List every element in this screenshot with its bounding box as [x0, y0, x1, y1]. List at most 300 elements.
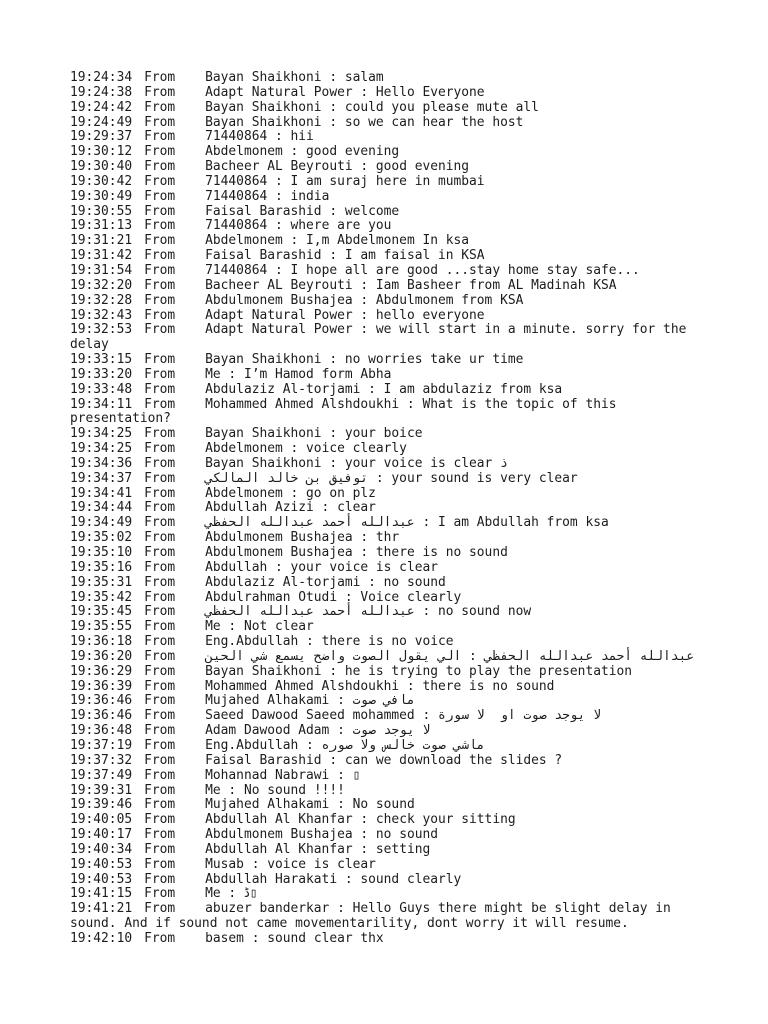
message-body: check your sitting	[375, 812, 516, 828]
sender-name: Faisal Barashid	[205, 203, 322, 219]
from-label: From	[144, 248, 176, 264]
message-body: لا يوجد صوت	[352, 723, 431, 739]
colon-separator: :	[282, 233, 307, 249]
sender-name: 71440864	[205, 173, 268, 189]
colon-separator: :	[243, 856, 268, 872]
sender-name: Eng.Abdullah	[205, 634, 299, 650]
sender-name: Abdulaziz Al-torjami	[205, 574, 361, 590]
message-body: voice clearly	[306, 441, 407, 457]
timestamp: 19:32:20	[70, 277, 133, 293]
timestamp: 19:41:21	[70, 901, 133, 917]
from-label: From	[144, 737, 176, 753]
colon-separator: :	[321, 752, 345, 768]
timestamp: 19:36:18	[70, 634, 133, 650]
timestamp: 19:37:19	[70, 737, 133, 753]
from-label: From	[144, 767, 176, 783]
timestamp: 19:39:31	[70, 782, 133, 798]
from-label: From	[144, 797, 176, 813]
colon-separator: :	[461, 648, 485, 664]
sender-name: Mohammed Ahmed Alshdoukhi	[205, 678, 400, 694]
timestamp: 19:30:55	[70, 203, 133, 219]
sender-name: عبدالله أحمد عبدالله الحفظي	[205, 515, 415, 531]
timestamp: 19:35:45	[70, 604, 133, 620]
chat-line	[70, 635, 701, 650]
timestamp: 19:39:46	[70, 797, 133, 813]
message-body: What is the topic of this presentation?	[70, 396, 625, 427]
from-label: From	[144, 871, 176, 887]
sender-name: basem	[205, 930, 244, 946]
sender-name: 71440864	[205, 188, 268, 204]
sender-name: Abdullah Al Khanfar	[205, 812, 353, 828]
sender-name: Bayan Shaikhoni	[205, 99, 322, 115]
sender-name: Abdulmonem Bushajea	[205, 530, 353, 546]
chat-line	[70, 190, 701, 205]
message-body: your sound is very clear	[391, 470, 578, 486]
message-body: no sound	[375, 827, 438, 843]
sender-name: Adapt Natural Power	[205, 322, 353, 338]
timestamp: 19:35:16	[70, 559, 133, 575]
message-body: Voice clearly	[360, 589, 462, 605]
sender-name: Abdulmonem Bushajea	[205, 292, 353, 308]
colon-separator: :	[282, 485, 307, 501]
chat-line	[70, 86, 701, 101]
colon-separator: :	[329, 767, 353, 783]
chat-line	[70, 531, 701, 546]
colon-separator: :	[352, 307, 376, 323]
message-body: Hello Everyone	[375, 84, 485, 100]
chat-line	[70, 323, 701, 353]
timestamp: 19:32:28	[70, 292, 133, 308]
from-label: From	[144, 515, 176, 531]
message-body: ڈ▯	[243, 886, 258, 902]
chat-line	[70, 650, 701, 665]
colon-separator: :	[352, 841, 376, 857]
from-label: From	[144, 396, 176, 412]
timestamp: 19:31:21	[70, 233, 133, 249]
timestamp: 19:34:11	[70, 396, 133, 412]
message-body: india	[290, 188, 330, 204]
chat-line	[70, 873, 701, 888]
from-label: From	[144, 277, 176, 293]
sender-name: Adapt Natural Power	[205, 84, 353, 100]
colon-separator: :	[321, 248, 345, 264]
colon-separator: :	[368, 470, 392, 486]
timestamp: 19:34:41	[70, 485, 133, 501]
colon-separator: :	[267, 188, 291, 204]
message-body: your voice is clear	[290, 559, 438, 575]
chat-line	[70, 813, 701, 828]
colon-separator: :	[352, 84, 376, 100]
sender-name: Abdelmonem	[205, 441, 283, 457]
timestamp: 19:24:38	[70, 84, 133, 100]
chat-line	[70, 887, 701, 902]
chat-line	[70, 353, 701, 368]
chat-line	[70, 472, 701, 487]
from-label: From	[144, 218, 176, 234]
colon-separator: :	[414, 604, 438, 620]
from-label: From	[144, 663, 176, 679]
colon-separator: :	[360, 574, 384, 590]
colon-separator: :	[360, 381, 384, 397]
sender-name: Abdulaziz Al-torjami	[205, 381, 361, 397]
from-label: From	[144, 129, 176, 145]
colon-separator: :	[220, 619, 244, 635]
colon-separator: :	[220, 886, 244, 902]
message-body: clear	[337, 500, 376, 516]
message-body: Hello Guys there might be slight delay in sound. And if sound not came movementarility, dont worry it will resume.	[70, 901, 679, 932]
timestamp: 19:34:37	[70, 470, 133, 486]
from-label: From	[144, 604, 176, 620]
sender-name: Adam Dawood Adam	[205, 723, 330, 739]
message-body: where are you	[290, 218, 392, 234]
sender-name: 71440864	[205, 262, 268, 278]
message-body: voice is clear	[267, 856, 376, 872]
chat-line	[70, 546, 701, 561]
timestamp: 19:35:42	[70, 589, 133, 605]
chat-line	[70, 294, 701, 309]
sender-name: Abdulmonem Bushajea	[205, 827, 353, 843]
from-label: From	[144, 470, 176, 486]
sender-name: Abdulmonem Bushajea	[205, 545, 353, 560]
chat-line	[70, 828, 701, 843]
timestamp: 19:36:46	[70, 693, 133, 709]
chat-line	[70, 234, 701, 249]
message-body: No sound !!!!	[243, 782, 345, 798]
from-label: From	[144, 114, 176, 130]
from-label: From	[144, 856, 176, 872]
from-label: From	[144, 173, 176, 189]
sender-name: abuzer banderkar	[205, 901, 330, 917]
colon-separator: :	[352, 292, 376, 308]
chat-line	[70, 427, 701, 442]
message-body: I am suraj here in mumbai	[290, 173, 485, 189]
timestamp: 19:37:32	[70, 752, 133, 768]
message-body: your voice is clear ذ	[344, 455, 508, 471]
message-body: can we download the slides ?	[344, 752, 563, 768]
sender-name: Me	[205, 782, 221, 798]
chat-line	[70, 784, 701, 799]
colon-separator: :	[329, 901, 353, 917]
timestamp: 19:40:53	[70, 856, 133, 872]
message-body: no sound now	[437, 604, 532, 620]
sender-name: Abdullah Harakati	[205, 871, 338, 887]
sender-name: Mujahed Alhakami	[205, 797, 330, 813]
colon-separator: :	[321, 426, 345, 442]
timestamp: 19:24:34	[70, 70, 133, 85]
colon-separator: :	[267, 262, 291, 278]
message-body: hii	[290, 129, 314, 145]
timestamp: 19:35:55	[70, 619, 133, 635]
message-body: No sound	[352, 797, 415, 813]
colon-separator: :	[220, 366, 244, 382]
sender-name: Mohammed Ahmed Alshdoukhi	[205, 396, 400, 412]
chat-line	[70, 175, 701, 190]
colon-separator: :	[352, 159, 376, 175]
sender-name: توفيق بن خالد المالكي	[205, 470, 369, 486]
message-body: your boice	[344, 426, 423, 442]
chat-line	[70, 724, 701, 739]
timestamp: 19:40:17	[70, 827, 133, 843]
chat-line	[70, 383, 701, 398]
from-label: From	[144, 812, 176, 828]
message-body: I,m Abdelmonem In ksa	[306, 233, 470, 249]
timestamp: 19:34:49	[70, 515, 133, 531]
from-label: From	[144, 322, 176, 338]
timestamp: 19:36:20	[70, 648, 133, 664]
chat-line	[70, 398, 701, 428]
sender-name: Mujahed Alhakami	[205, 693, 330, 709]
from-label: From	[144, 144, 176, 160]
sender-name: Faisal Barashid	[205, 752, 322, 768]
chat-line	[70, 709, 701, 724]
message-body: I’m Hamod form Abha	[243, 366, 392, 382]
from-label: From	[144, 530, 176, 546]
colon-separator: :	[414, 515, 438, 531]
from-label: From	[144, 188, 176, 204]
from-label: From	[144, 693, 176, 709]
chat-line	[70, 858, 701, 873]
sender-name: Abdelmonem	[205, 233, 283, 249]
colon-separator: :	[321, 70, 345, 85]
sender-name: Musab	[205, 856, 244, 872]
from-label: From	[144, 159, 176, 175]
timestamp: 19:35:02	[70, 530, 133, 546]
timestamp: 19:30:40	[70, 159, 133, 175]
chat-line	[70, 457, 701, 472]
from-label: From	[144, 455, 176, 471]
chat-line	[70, 680, 701, 695]
timestamp: 19:36:39	[70, 678, 133, 694]
message-body: good evening	[375, 159, 470, 175]
chat-line	[70, 264, 701, 279]
message-body: he is trying to play the presentation	[344, 663, 633, 679]
from-label: From	[144, 841, 176, 857]
timestamp: 19:33:20	[70, 366, 133, 382]
from-label: From	[144, 366, 176, 382]
sender-name: Bayan Shaikhoni	[205, 352, 322, 368]
chat-line	[70, 309, 701, 324]
chat-line	[70, 754, 701, 769]
timestamp: 19:36:46	[70, 708, 133, 724]
chat-transcript	[70, 71, 701, 947]
colon-separator: :	[282, 144, 307, 160]
colon-separator: :	[282, 441, 307, 457]
sender-name: Bayan Shaikhoni	[205, 70, 322, 85]
chat-line	[70, 116, 701, 131]
colon-separator: :	[298, 634, 322, 650]
timestamp: 19:31:42	[70, 248, 133, 264]
timestamp: 19:24:49	[70, 114, 133, 130]
chat-line	[70, 932, 701, 947]
from-label: From	[144, 752, 176, 768]
colon-separator: :	[321, 203, 345, 219]
from-label: From	[144, 559, 176, 575]
from-label: From	[144, 886, 176, 902]
chat-line	[70, 487, 701, 502]
message-body: الي يقول الصوت واضح يسمع شي الحين	[205, 648, 462, 664]
from-label: From	[144, 292, 176, 308]
from-label: From	[144, 930, 176, 946]
timestamp: 19:30:12	[70, 144, 133, 160]
colon-separator: :	[329, 797, 353, 813]
message-body: setting	[375, 841, 431, 857]
colon-separator: :	[352, 812, 376, 828]
from-label: From	[144, 203, 176, 219]
message-body: مافي صوت	[352, 693, 415, 709]
timestamp: 19:35:10	[70, 545, 133, 560]
timestamp: 19:24:42	[70, 99, 133, 115]
from-label: From	[144, 500, 176, 516]
colon-separator: :	[267, 173, 291, 189]
sender-name: Bayan Shaikhoni	[205, 426, 322, 442]
colon-separator: :	[399, 396, 423, 412]
colon-separator: :	[352, 277, 376, 293]
chat-line	[70, 620, 701, 635]
chat-line	[70, 219, 701, 234]
from-label: From	[144, 827, 176, 843]
sender-name: Bayan Shaikhoni	[205, 114, 322, 130]
timestamp: 19:37:49	[70, 767, 133, 783]
message-body: so we can hear the host	[344, 114, 524, 130]
from-label: From	[144, 307, 176, 323]
from-label: From	[144, 901, 176, 917]
sender-name: 71440864	[205, 218, 268, 234]
message-body: I hope all are good ...stay home stay safe...	[290, 262, 640, 278]
from-label: From	[144, 352, 176, 368]
colon-separator: :	[329, 723, 353, 739]
colon-separator: :	[352, 322, 376, 338]
timestamp: 19:34:44	[70, 500, 133, 516]
timestamp: 19:35:31	[70, 574, 133, 590]
sender-name: Abdullah Al Khanfar	[205, 841, 353, 857]
sender-name: Saeed Dawood Saeed mohammed	[205, 708, 415, 724]
colon-separator: :	[337, 871, 361, 887]
from-label: From	[144, 233, 176, 249]
message-body: I am Abdullah from ksa	[437, 515, 609, 531]
colon-separator: :	[337, 589, 361, 605]
colon-separator: :	[399, 678, 423, 694]
message-body: we will start in a minute. sorry for the delay	[70, 322, 695, 353]
colon-separator: :	[321, 114, 345, 130]
message-body: welcome	[344, 203, 400, 219]
sender-name: Faisal Barashid	[205, 248, 322, 264]
chat-line	[70, 130, 701, 145]
sender-name: Bacheer AL Beyrouti	[205, 277, 353, 293]
message-body: Iam Basheer from AL Madinah KSA	[375, 277, 617, 293]
from-label: From	[144, 441, 176, 457]
chat-line	[70, 71, 701, 86]
chat-line	[70, 249, 701, 264]
chat-line	[70, 205, 701, 220]
timestamp: 19:34:36	[70, 455, 133, 471]
message-body: good evening	[306, 144, 400, 160]
colon-separator: :	[352, 530, 376, 546]
message-body: salam	[344, 70, 384, 85]
message-body: ▯	[352, 767, 361, 783]
sender-name: Bayan Shaikhoni	[205, 663, 322, 679]
from-label: From	[144, 678, 176, 694]
message-body: I am abdulaziz from ksa	[383, 381, 563, 397]
colon-separator: :	[267, 129, 291, 145]
chat-line	[70, 101, 701, 116]
colon-separator: :	[329, 693, 353, 709]
chat-line	[70, 576, 701, 591]
timestamp: 19:40:53	[70, 871, 133, 887]
timestamp: 19:32:53	[70, 322, 133, 338]
colon-separator: :	[352, 827, 376, 843]
colon-separator: :	[321, 663, 345, 679]
message-body: go on plz	[306, 485, 376, 501]
message-body: I am faisal in KSA	[344, 248, 485, 264]
colon-separator: :	[321, 352, 345, 368]
from-label: From	[144, 634, 176, 650]
colon-separator: :	[298, 737, 322, 753]
timestamp: 19:33:48	[70, 381, 133, 397]
sender-name: Me	[205, 619, 221, 635]
sender-name: Abdulrahman Otudi	[205, 589, 338, 605]
from-label: From	[144, 723, 176, 739]
from-label: From	[144, 84, 176, 100]
sender-name: Adapt Natural Power	[205, 307, 353, 323]
sender-name: Me	[205, 366, 221, 382]
timestamp: 19:36:48	[70, 723, 133, 739]
sender-name: Eng.Abdullah	[205, 737, 299, 753]
message-body: Not clear	[243, 619, 314, 635]
from-label: From	[144, 262, 176, 278]
colon-separator: :	[321, 455, 345, 471]
chat-line	[70, 145, 701, 160]
chat-line	[70, 769, 701, 784]
chat-line	[70, 798, 701, 813]
colon-separator: :	[220, 782, 244, 798]
timestamp: 19:36:29	[70, 663, 133, 679]
timestamp: 19:34:25	[70, 426, 133, 442]
timestamp: 19:29:37	[70, 129, 133, 145]
sender-name: 71440864	[205, 129, 268, 145]
sender-name: Abdelmonem	[205, 485, 283, 501]
chat-line	[70, 902, 701, 932]
from-label: From	[144, 619, 176, 635]
timestamp: 19:33:15	[70, 352, 133, 368]
colon-separator: :	[267, 218, 291, 234]
timestamp: 19:34:25	[70, 441, 133, 457]
message-body: sound clearly	[360, 871, 462, 887]
chat-line	[70, 694, 701, 709]
chat-line	[70, 516, 701, 531]
chat-line	[70, 843, 701, 858]
chat-line	[70, 605, 701, 620]
sender-name: Bayan Shaikhoni	[205, 455, 322, 471]
timestamp: 19:31:13	[70, 218, 133, 234]
message-body: could you please mute all	[344, 99, 539, 115]
colon-separator: :	[313, 500, 338, 516]
chat-line	[70, 442, 701, 457]
from-label: From	[144, 485, 176, 501]
colon-separator: :	[267, 559, 291, 575]
colon-separator: :	[352, 545, 376, 560]
chat-line	[70, 561, 701, 576]
from-label: From	[144, 99, 176, 115]
chat-line	[70, 368, 701, 383]
timestamp: 19:30:49	[70, 188, 133, 204]
message-body: لا يوجد صوت او لا سورة	[437, 708, 601, 724]
message-body: thr	[375, 530, 400, 546]
timestamp: 19:40:05	[70, 812, 133, 828]
from-label: From	[144, 70, 176, 85]
sender-name: Mohannad Nabrawi	[205, 767, 330, 783]
from-label: From	[144, 545, 176, 560]
message-body: ماشي صوت خالس ولا صوره	[321, 737, 485, 753]
